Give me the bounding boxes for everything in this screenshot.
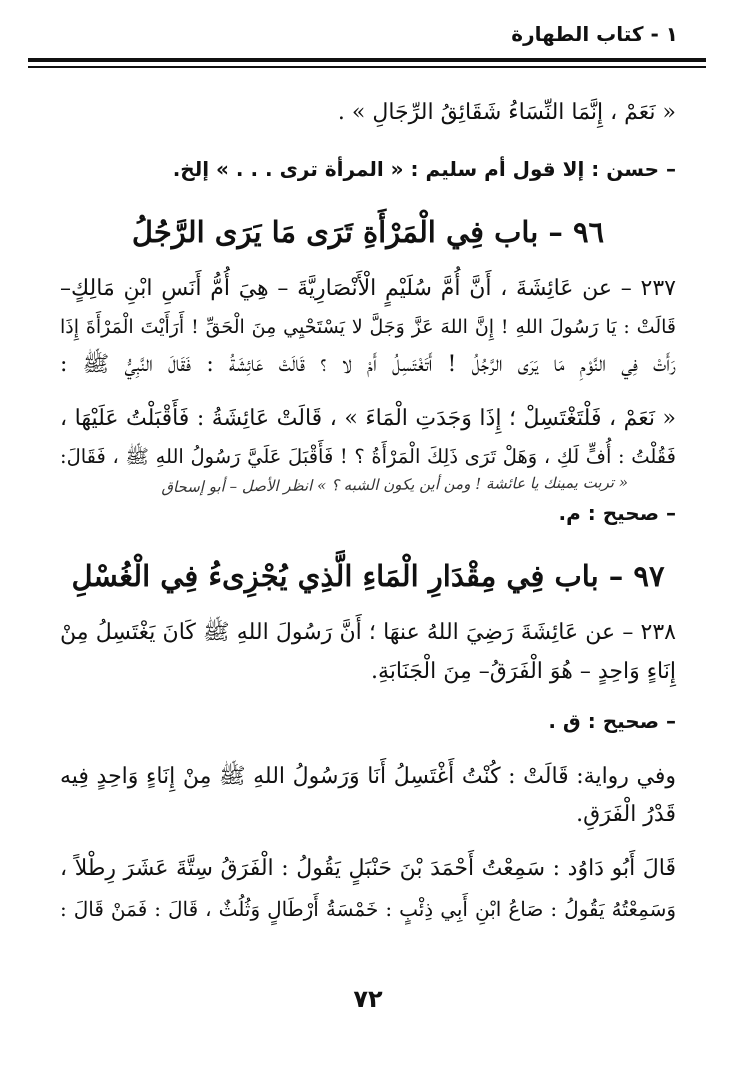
hadith-238-line-1: ٢٣٨ – عن عَائِشَةَ رَضِيَ اللهُ عنهَا ؛ أَنَّ رَسُولَ اللهِ ﷺ كَانَ يَغْتَسِلُ مِنْ	[60, 620, 676, 645]
hadith-237-line-3: رَأَتْ فِي النَّوْمِ مَا يَرَى الرَّجُلُ ! أَتَغْتَسِلُ أَمْ لا ؟ قَالَتْ عَائِشَةُ : فَقَالَ النَّبِيُّ ﷺ :	[60, 352, 676, 377]
chapter-97-heading: ٩٧ – باب فِي مِقْدَارِ الْمَاءِ الَّذِي يُجْزِىءُ فِي الْغُسْلِ	[71, 559, 665, 593]
abu-dawud-line-1: قَالَ أَبُو دَاوُد : سَمِعْتُ أَحْمَدَ بْنَ حَنْبَلٍ يَقُولُ : الْفَرَقُ سِتَّةَ عَشَرَ رِطْلاً ،	[60, 856, 676, 881]
hadith-237-line-5: فَقُلْتُ : أُفٍّ لَكِ ، وَهَلْ تَرَى ذَلِكَ الْمَرْأَةُ ؟ ! فَأَقْبَلَ عَلَيَّ رَسُولُ اللهِ ﷺ ، فَقَالَ:	[60, 445, 676, 468]
hadith-238-line-2: إِنَاءٍ وَاحِدٍ – هُوَ الْفَرَقُ– مِنَ الْجَنَابَةِ.	[370, 659, 676, 684]
prev-hadith-grading: – حسن : إلا قول أم سليم : « المرأة ترى . . . » إلخ.	[172, 157, 676, 181]
hadith-237-grading: – صحيح : م.	[558, 501, 676, 525]
handwritten-margin-note: « تربت يمينك يا عائشة ! ومن أين يكون الشبه ؟ » انظر الأصل – أبو إسحاق	[161, 473, 629, 497]
hadith-238-grading: – صحيح : ق .	[548, 709, 676, 733]
riwaya-line-2: قَدْرُ الْفَرَقِ.	[576, 802, 676, 827]
riwaya-line-1: وفي رواية: قَالَتْ : كُنْتُ أَغْتَسِلُ أَنَا وَرَسُولُ اللهِ ﷺ مِنْ إِنَاءٍ وَاحِدٍ فِيه	[60, 764, 676, 789]
hadith-237-line-4: « نَعَمْ ، فَلْتَغْتَسِلْ ؛ إِذَا وَجَدَتِ الْمَاءَ » ، قَالَتْ عَائِشَةُ : فَأَقْبَلْتُ عَلَيْهَا ،	[60, 406, 676, 431]
running-title: ١ - كتاب الطهارة	[511, 22, 678, 46]
hadith-237-line-1: ٢٣٧ – عن عَائِشَةَ ، أَنَّ أُمَّ سُلَيْمٍ الْأَنْصَارِيَّةَ – هِيَ أُمُّ أَنَسِ ابْنِ مَالِكٍ–	[60, 276, 676, 301]
header-rule-thin	[28, 66, 706, 68]
prev-hadith-quote: « نَعَمْ ، إِنَّمَا النِّسَاءُ شَقَائِقُ الرِّجَالِ » .	[337, 100, 676, 125]
hadith-237-line-2: قَالَتْ : يَا رَسُولَ اللهِ ! إِنَّ اللهَ عَزَّ وَجَلَّ لا يَسْتَحْيِي مِنَ الْحَقِّ ! أَرَأَيْتَ الْمَرْأَةَ إِذَا	[60, 316, 676, 338]
header-rule-thick	[28, 58, 706, 62]
chapter-96-heading: ٩٦ – باب فِي الْمَرْأَةِ تَرَى مَا يَرَى الرَّجُلُ	[131, 215, 605, 249]
abu-dawud-line-2: وَسَمِعْتُهُ يَقُولُ : صَاعُ ابْنِ أَبِي ذِئْبٍ : خَمْسَةُ أَرْطَالٍ وَثُلُثٌ ، قَالَ : فَمَنْ قَالَ :	[60, 897, 676, 921]
page-number: ٧٢	[353, 985, 383, 1013]
